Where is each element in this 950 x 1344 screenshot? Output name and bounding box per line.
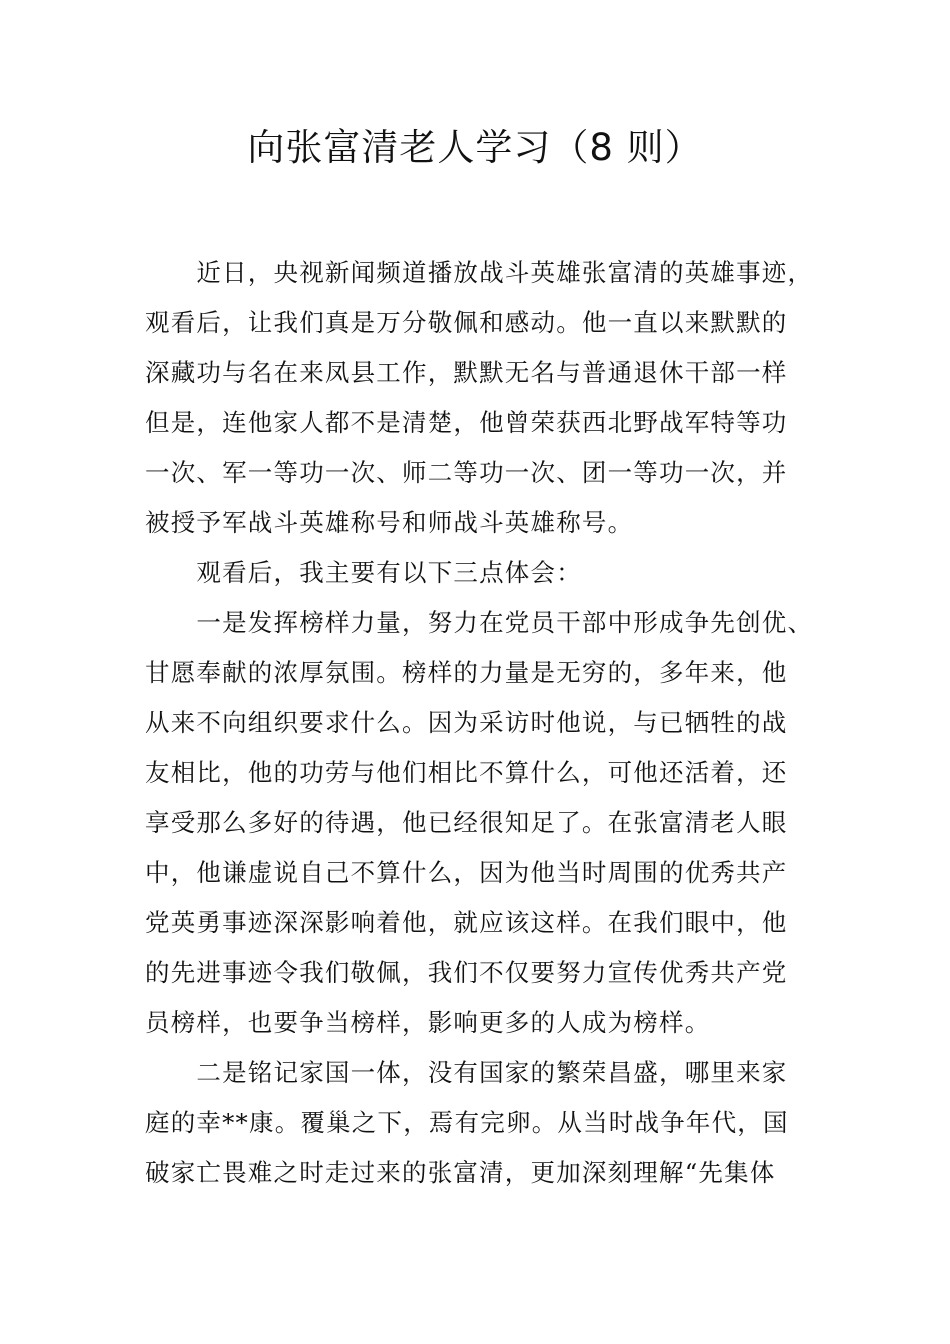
text-line: 庭的幸**康。覆巢之下，焉有完卵。从当时战争年代，国 [145, 1108, 789, 1137]
text-line: 享受那么多好的待遇，他已经很知足了。在张富清老人眼 [145, 808, 788, 837]
text-line: 但是，连他家人都不是清楚，他曾荣获西北野战军特等功 [145, 408, 788, 437]
document-title: 向张富清老人学习（8 则） [247, 126, 703, 169]
text-line: 的先进事迹令我们敬佩，我们不仅要努力宣传优秀共产党 [145, 958, 788, 987]
text-line: 二是铭记家国一体，没有国家的繁荣昌盛，哪里来家 [145, 1058, 788, 1087]
paragraph-point-one [145, 598, 814, 1048]
text-line: 中，他谦虚说自己不算什么，因为他当时周围的优秀共产 [145, 858, 788, 887]
text-line: 被授予军战斗英雄称号和师战斗英雄称号。 [145, 508, 634, 537]
paragraph-summary [145, 548, 810, 598]
text-line: 破家亡畏难之时走过来的张富清，更加深刻理解“先集体 [145, 1158, 776, 1187]
text-line: 甘愿奉献的浓厚氛围。榜样的力量是无穷的，多年来，他 [145, 658, 788, 687]
text-line: 从来不向组织要求什么。因为采访时他说，与已牺牲的战 [145, 708, 788, 737]
text-line: 党英勇事迹深深影响着他，就应该这样。在我们眼中，他 [145, 908, 788, 937]
text-line: 观看后，让我们真是万分敬佩和感动。他一直以来默默的 [145, 308, 788, 337]
text-line: 观看后，我主要有以下三点体会： [145, 558, 582, 587]
paragraph-intro [145, 248, 814, 548]
text-line: 员榜样，也要争当榜样，影响更多的人成为榜样。 [145, 1008, 711, 1037]
text-line: 近日，央视新闻频道播放战斗英雄张富清的英雄事迹， [145, 258, 814, 287]
text-line: 深藏功与名在来凤县工作，默默无名与普通退休干部一样 [145, 358, 788, 387]
text-line: 友相比，他的功劳与他们相比不算什么，可他还活着，还 [145, 758, 788, 787]
text-line: 一是发挥榜样力量，努力在党员干部中形成争先创优、 [145, 608, 814, 637]
text-line: 一次、军一等功一次、师二等功一次、团一等功一次，并 [145, 458, 788, 487]
document-body [145, 248, 814, 1198]
paragraph-point-two [145, 1048, 810, 1198]
